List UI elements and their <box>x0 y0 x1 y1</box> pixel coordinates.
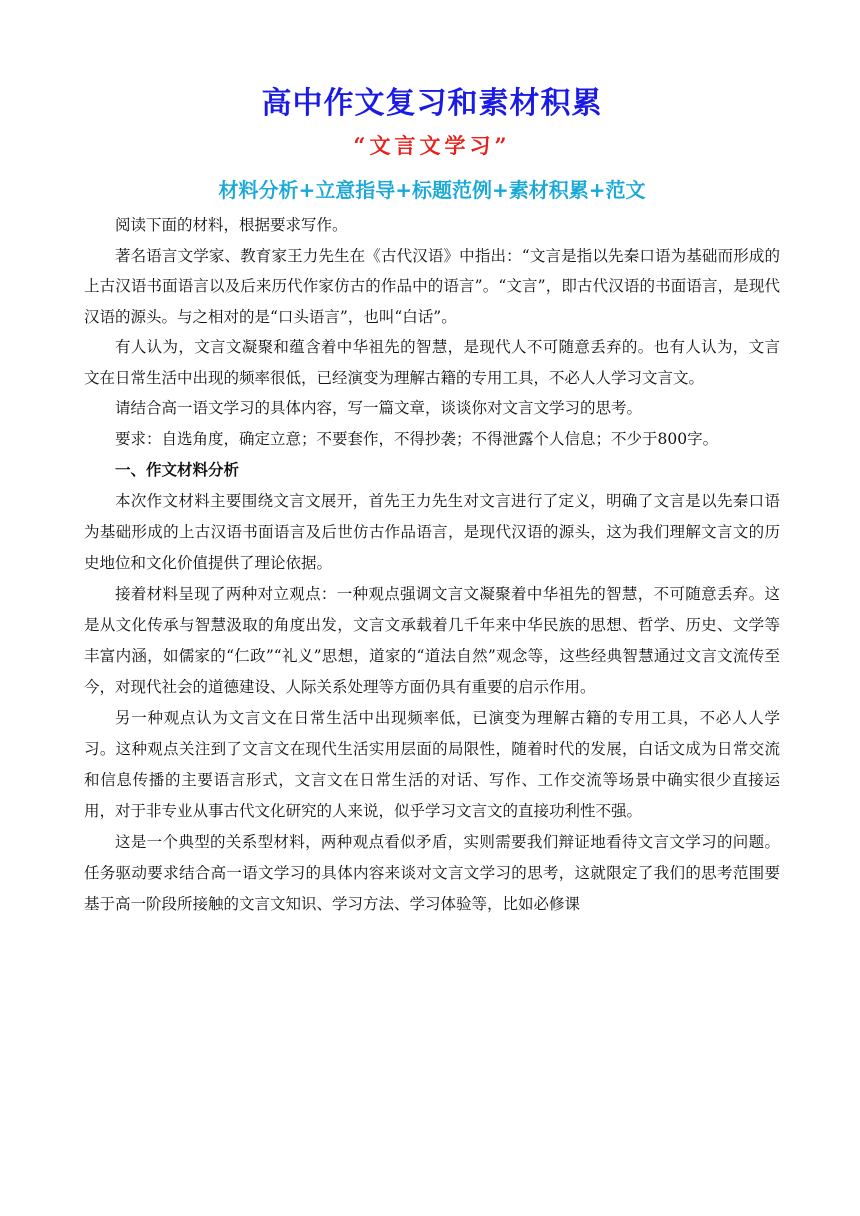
analysis-paragraph: 本次作文材料主要围绕文言文展开，首先王力先生对文言进行了定义，明确了文言是以先秦口语为基础形成的上古汉语书面语言及后世仿古作品语言，是现代汉语的源头，这为我们理解文言文的历史地位和文化价值提供了理论依据。 <box>84 492 780 572</box>
prompt-paragraph: 阅读下面的材料，根据要求写作。 <box>115 216 348 234</box>
document-subtitle: “文言文学习” <box>353 133 511 158</box>
prompt-paragraph: 请结合高一语文学习的具体内容，写一篇文章，谈谈你对文言文学习的思考。 <box>115 399 643 417</box>
requirements-paragraph: 要求：自选角度，确定立意；不要套作，不得抄袭；不得泄露个人信息；不少于800字。 <box>115 429 719 448</box>
section-heading: 一、作文材料分析 <box>115 461 240 479</box>
analysis-paragraph: 这是一个典型的关系型材料，两种观点看似矛盾，实则需要我们辩证地看待文言文学习的问题。任务驱动要求结合高一语文学习的具体内容来谈对文言文学习的思考，这就限定了我们的思考范围要基于高一阶段所接触的文言文知识、学习方法、学习体验等，比如必修课 <box>84 833 780 913</box>
analysis-paragraph: 接着材料呈现了两种对立观点：一种观点强调文言文凝聚着中华祖先的智慧，不可随意丢弃。这是从文化传承与智慧汲取的角度出发，文言文承载着几千年来中华民族的思想、哲学、历史、文学等丰富内涵，如儒家的“仁政”“礼义”思想，道家的“道法自然”观念等，这些经典智慧通过文言文流传至今，对现代社会的道德建设、人际关系处理等方面仍具有重要的启示作用。 <box>84 585 780 696</box>
document-page <box>84 82 780 920</box>
document-title: 高中作文复习和素材积累 <box>261 86 603 121</box>
document-tagline: 材料分析+立意指导+标题范例+素材积累+范文 <box>218 178 646 202</box>
analysis-paragraph: 另一种观点认为文言文在日常生活中出现频率低，已演变为理解古籍的专用工具，不必人人学习。这种观点关注到了文言文在现代生活实用层面的局限性，随着时代的发展，白话文成为日常交流和信息传播的主要语言形式，文言文在日常生活的对话、写作、工作交流等场景中确实很少直接运用，对于非专业从事古代文化研究的人来说，似乎学习文言文的直接功利性不强。 <box>84 709 780 820</box>
prompt-paragraph: 著名语言文学家、教育家王力先生在《古代汉语》中指出：“文言是指以先秦口语为基础而形成的上古汉语书面语言以及后来历代作家仿古的作品中的语言”。“文言”，即古代汉语的书面语言，是现代汉语的源头。与之相对的是“口头语言”，也叫“白话”。 <box>84 246 780 326</box>
prompt-paragraph: 有人认为，文言文凝聚和蕴含着中华祖先的智慧，是现代人不可随意丢弃的。也有人认为，文言文在日常生活中出现的频率很低，已经演变为理解古籍的专用工具，不必人人学习文言文。 <box>84 338 780 387</box>
